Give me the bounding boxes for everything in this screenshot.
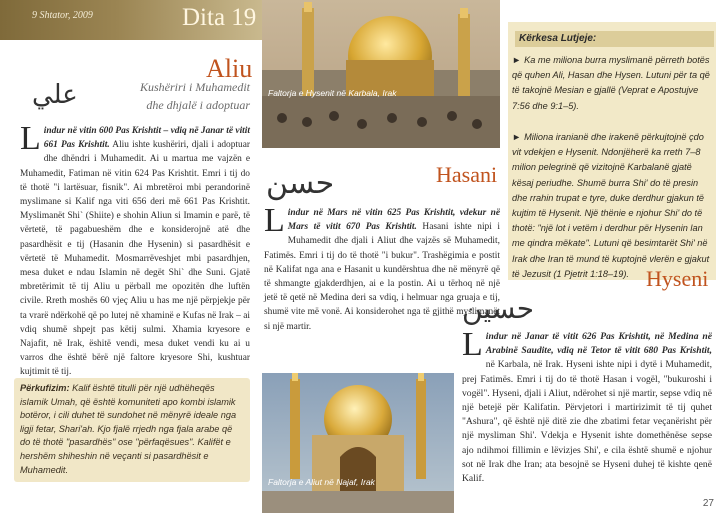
arrow-icon: ►: [512, 132, 522, 142]
prayer-request-item-2: [512, 130, 710, 282]
najaf-shrine-image: [262, 373, 454, 513]
hasani-lead: indur në Mars në vitin 625 Pas Krishtit, vdekur në Mars të vitit 670 Pas Krishtit.: [287, 208, 500, 233]
aliu-body: [20, 120, 251, 380]
hasani-arabic: حسن: [266, 166, 335, 201]
page-number: 27: [702, 498, 714, 509]
hasani-text: Hasani ishte nipi i Muhamedit dhe djali i Aliut dhe vajzës së Muhamedit, Fatimës. Emri i tij do të thotë "i bukur". Trashëgimia e postit në Kalifat nga ana e Hasanit u kundërshtua dhe në mënyrë që të shmangte gjakderdhjen, ai e la postin. Ai u tërhoq në një jetë të qetë në Medina deri sa vdiq, i helmuar nga gruaja e tij, shumë vite më vonë. Ai konsiderohet nga të gjithë myslimanët si një martir.: [264, 222, 501, 332]
aliu-text: Aliu ishte kushëriri, djali i adoptuar dhe dhëndri i Muhamedit. Ai u martua me vajzën e Muhamedit, Fatiman në vitin 624 Pas Krishtit. Emri i tij do të thotë "i lartësuar, fisnik". Ai mbretëroi mbi perandorinë myslimane si Kalif nga viti 656 deri më 661 Pas Krishtit. Myslimanët Shi` (Shiite) e shohin Aliun si Imamin e parë, të vërtetë, të pagabueshëm dhe e konsiderojnë atë dhe pasardhësit e tij (Hasanin dhe Hysenin) si pasardhësit e vërtetë të Muhamedit. Mosmarrëveshjet mbi pasardhjen, mesa duket e ndau Islamin në degët Shi` dhe Suni. Gjatë mbretërimit të tij Aliu u përball me opozitën dhe luftën civile. Rreth moshës 60 vjeç Aliu u has me një përpjekje për ta vrarë ndërkohë që po lutej në xhaminë e Kufas në Irak – ai vdiq shumë shpejt pas këtij sulmi. Xhamia kryesore e Najafit, në Irak, ëshitë vendi, mesa duket vendi ku ai u varros dhe është bërë një faltore kryesore Shi, kushtuar kujtimit të tij.: [20, 140, 251, 378]
hyseni-arabic: حسين: [462, 292, 535, 325]
karbala-caption: Faltorja e Hysenit në Karbala, Irak: [268, 88, 397, 98]
najaf-shrine-photo: [262, 373, 454, 513]
prayer-request-item-1: [512, 53, 710, 114]
hyseni-dropcap: L: [462, 326, 483, 363]
najaf-caption: Faltorja e Aliut në Najaf, Irak: [268, 477, 375, 487]
aliu-subtitle-2: dhe dhjalë i adoptuar: [146, 98, 250, 112]
definition-body: Kalif është titulli për një udhëheqës islamik Umah, që është komuniteti apo kombi islamik botëror, i cili duhet të sundohet në mënyrë ideale nga ligji fetar, Shari'ah. Kjo fjalë rrjedh nga fjala arabe që do të thotë "pasardhës" ose "përfaqësues". Kalifët e hershëm shiheshin në veçanti si pasardhësit e Muhamedit.: [20, 383, 237, 475]
prayer-request-item-2-text: Miliona iranianë dhe irakenë përkujtojnë çdo vit vdekjen e Hysenit. Ndonjëherë ka rreth 7–8 milion pelegrinë që vizitojnë Karbalanë gjatë kësaj periudhe. Shumë burra Shi' do të presin dhe rrahin trupat e tyre, duke derdhur gjakun të kujtim të Hysenit. Një thënie e njohur Shi' do të thotë: "një lot i vetëm i derdhur për Hysenin lan me qindra mëkate". Lutuni që besimtarët Shi' në Irak dhe Iran të mund të kuptojnë vlerën e gjakut të Jezusit (1 Pjetrit 1:18–19).: [512, 132, 710, 279]
hasani-heading: Hasani: [436, 162, 498, 187]
prayer-request-item-1-text: Ka me miliona burra myslimanë përreth botës që quhen Ali, Hasan dhe Hysen. Lutuni për ta që të takojnë Mesian e gjallë (Veprat e Apostujve 7:56 dhe 9:1–5).: [512, 55, 710, 111]
arrow-icon: ►: [512, 55, 522, 65]
hyseni-heading: Hyseni: [646, 266, 709, 291]
definition-label: Përkufizim:: [20, 383, 70, 393]
hasani-dropcap: L: [264, 202, 285, 239]
definition-text: [20, 382, 244, 477]
aliu-lead: indur në vitin 600 Pas Krishtit – vdiq në Janar të vitit 661 Pas Krishtit.: [43, 126, 250, 151]
hyseni-text: në Karbala, në Irak. Hyseni ishte nipi i dytë i Muhamedit, prej Fatimës. Emri i tij do të thotë Hasan i vogël, "bukuroshi i vogël". Hyseni, djali i Aliut, ndërohet si një martir, sepse vdiq në një betejë për Kalifatin. Përvjetori i martirizimit të tij quhet "Ashura", që është një ditë zie dhe zbatimi fetar veçanërisht për një mysliman Shi'. Vdekja e Hysenit ishte domethënëse sepse ajo ndihmoi fillimin e lëvizjes Shi', e cila është shumë e njohur sot në Irak dhe Iran; ata besojnë se Hyseni duhej të kishte qenë Kalif.: [462, 359, 712, 485]
hyseni-body: [462, 326, 712, 486]
karbala-shrine-image: [262, 0, 500, 148]
aliu-dropcap: L: [20, 120, 41, 157]
aliu-heading: Aliu: [206, 54, 253, 83]
prayer-request-title: Kërkesa Lutjeje:: [515, 31, 714, 47]
aliu-arabic: علي: [32, 80, 78, 110]
date-label: 9 Shtator, 2009: [32, 10, 93, 21]
aliu-subtitle-1: Kushëriri i Muhamedit: [140, 80, 250, 94]
karbala-shrine-photo: [262, 0, 500, 148]
hyseni-lead: indur në Janar të vitit 626 Pas Krishtit, në Medina në Arabinë Saudite, vdiq në Tetor të vitit 680 Pas Krishtit,: [485, 331, 712, 357]
day-title: Dita 19: [182, 4, 257, 31]
